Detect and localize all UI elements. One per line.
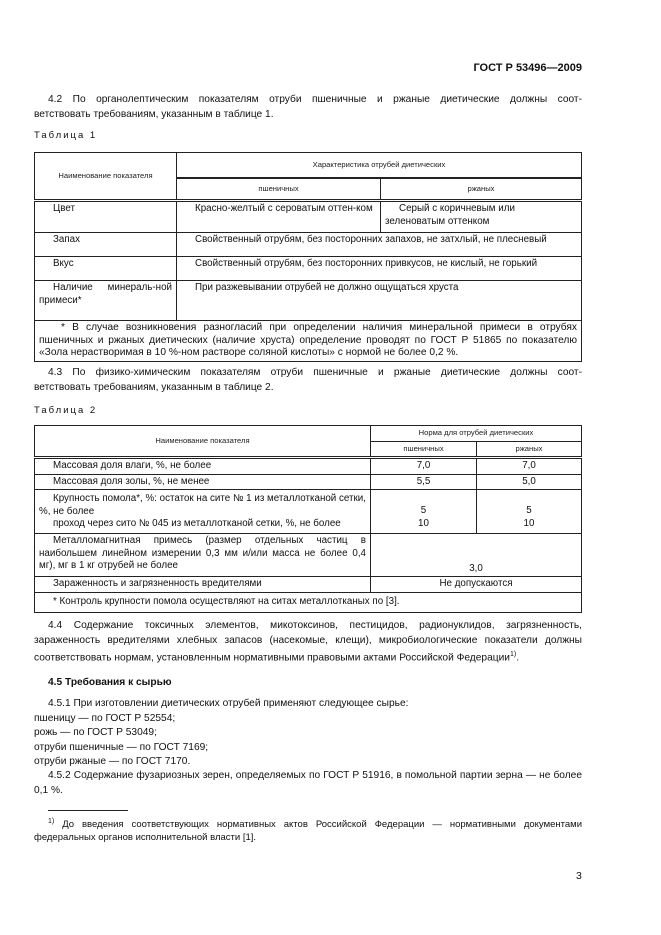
cell-rye: 7,0 <box>477 458 582 475</box>
cell-wheat: 5,5 <box>371 474 477 490</box>
text-line: 4.2 По органолептическим показателям отруби пшеничные и ржаные диетические должны соот- <box>48 94 582 105</box>
table-row <box>35 257 582 281</box>
list-item: отруби пшеничные — по ГОСТ 7169; <box>34 741 209 753</box>
table-2-caption: Таблица 2 <box>34 405 98 416</box>
cell-name: Вкус <box>35 257 177 281</box>
table-row <box>35 490 582 534</box>
cell-name: Массовая доля золы, %, не менее <box>35 474 371 490</box>
cell-name: Наличие минераль-ной примеси* <box>35 281 177 321</box>
table-row <box>35 281 582 321</box>
table-1-caption: Таблица 1 <box>34 130 98 141</box>
footnote <box>34 815 582 844</box>
cell-value: При разжевывании отрубей не должно ощущаться хруста <box>177 281 582 321</box>
section-heading-4-5: 4.5 Требования к сырью <box>48 677 172 688</box>
header-characteristic: Характеристика отрубей диетических <box>177 153 582 178</box>
cell-name: Зараженность и загрязненность вредителями <box>35 577 371 593</box>
list-item: рожь — по ГОСТ Р 53049; <box>34 727 157 738</box>
footnote-text: До введения соответствующих нормативных актов Российской Федерации — нормативными документами федеральных органов исполнительной власти [1]. <box>34 819 582 844</box>
cell-rye: Серый с коричневым или зеленоватым оттенком <box>381 201 582 233</box>
text-line: ветствовать требованиям, указанным в таблице 1. <box>34 108 274 120</box>
cell-wheat: 7,0 <box>371 458 477 475</box>
cell-name: Запах <box>35 233 177 257</box>
footnote-ref[interactable]: 1) <box>509 651 517 658</box>
header-norm: Норма для отрубей диетических <box>371 426 582 442</box>
table-row <box>35 474 582 490</box>
cell-rye: 5,0 <box>477 474 582 490</box>
document-id: ГОСТ Р 53496—2009 <box>473 62 582 74</box>
table-1-footnote: * В случае возникновения разногласий при определении наличия минеральной примеси в отрубях пшеничных и ржаных диетических (наличие хруста) определение проводят по ГОСТ Р 51865 по показателю «Зола нерастворимая в 10 %-ном растворе соляной кислоты» с нормой не более 0,2 %. <box>35 321 582 362</box>
cell-wheat: Красно-желтый с сероватым оттен-ком <box>177 201 381 233</box>
paragraph-4-5-1 <box>34 697 582 770</box>
header-rye: ржаных <box>477 441 582 458</box>
cell-name: Металломагнитная примесь (размер отдельных частиц в наибольшем линейном измерении 0,3 мм и/или масса не более 0,4 мг), мг в 1 кг отрубей не более <box>35 534 371 577</box>
table-row <box>35 534 582 577</box>
footnote-mark: 1) <box>48 818 55 825</box>
footnote-divider <box>48 810 128 811</box>
header-wheat: пшеничных <box>371 441 477 458</box>
text: . <box>516 652 520 664</box>
table-row <box>35 458 582 475</box>
table-2 <box>34 425 582 613</box>
cell-rye: 10 <box>523 517 535 529</box>
text: 4.4 Содержание токсичных элементов, микотоксинов, пестицидов, радионуклидов, загрязненность, зараженность вредителями хлебных запасов (насекомые, клещи), микробиологические показатели должны соответствовать нормам, установленным нормативными правовыми актами Российской Федерации <box>34 620 582 664</box>
table-row <box>35 577 582 593</box>
cell-wheat: 5 <box>420 505 427 516</box>
cell-name: Цвет <box>35 201 177 233</box>
table-1 <box>34 152 582 362</box>
table-row <box>35 233 582 257</box>
cell-value: Свойственный отрубям, без посторонних запахов, не затхлый, не плесневый <box>177 233 582 257</box>
cell-name: Массовая доля влаги, %, не более <box>35 458 371 475</box>
text-line: 4.5.1 При изготовлении диетических отрубей применяют следующее сырье: <box>48 698 409 709</box>
paragraph-4-5-2: 4.5.2 Содержание фузариозных зерен, определяемых по ГОСТ Р 51916, в помольной партии зерна — не более 0,1 %. <box>34 770 582 796</box>
table-row <box>35 201 582 233</box>
cell-value: Свойственный отрубям, без посторонних привкусов, не кислый, не горький <box>177 257 582 281</box>
text-line: 4.3 По физико-химическим показателям отруби пшеничные и ржаные диетические должны соот- <box>48 367 582 378</box>
list-item: пшеницу — по ГОСТ Р 52554; <box>34 712 176 724</box>
paragraph-4-2 <box>34 93 582 122</box>
list-item: отруби ржаные — по ГОСТ 7170. <box>34 756 191 767</box>
paragraph-4-3 <box>34 366 582 395</box>
cell-name: Крупность помола*, %: остаток на сите № 1 из металлотканой сетки, %, не более <box>39 493 366 517</box>
cell-value: 3,0 <box>371 534 582 577</box>
text-line: ветствовать требованиям, указанным в таблице 2. <box>34 381 274 393</box>
table-2-footnote: * Контроль крупности помола осуществляют на ситах металлотканых по [3]. <box>35 592 582 612</box>
header-rye: ржаных <box>381 178 582 201</box>
cell-name: проход через сито № 045 из металлотканой сетки, %, не более <box>53 518 341 529</box>
paragraph-4-4 <box>34 619 582 666</box>
header-name: Наименование показателя <box>35 153 177 201</box>
page-number: 3 <box>576 870 582 882</box>
cell-wheat: 10 <box>418 517 429 529</box>
cell-value: Не допускаются <box>371 577 582 593</box>
header-name: Наименование показателя <box>35 426 371 458</box>
cell-rye: 5 <box>526 505 532 516</box>
header-wheat: пшеничных <box>177 178 381 201</box>
